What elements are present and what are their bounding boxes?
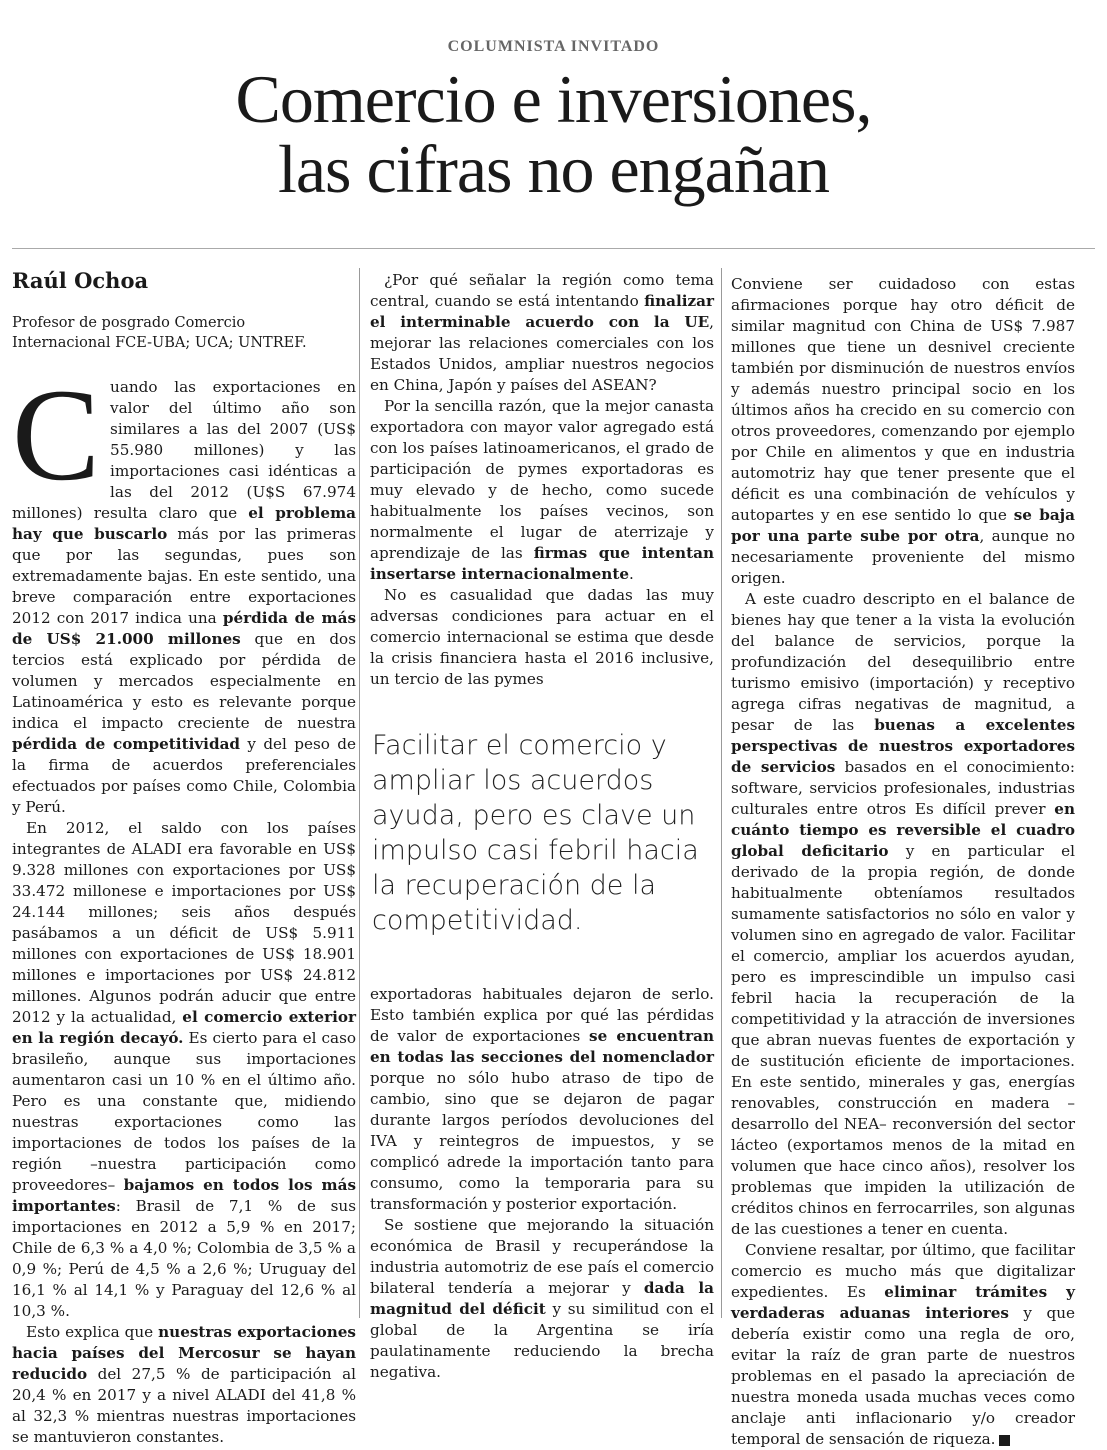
paragraph: Por la sencilla razón, que la mejor canasta exportadora con mayor valor agregado está con los países latinoamericanos, el grado de participación de pymes exportadoras es muy elevado y de hecho, como sucede habitualmente los países vecinos, son normalmente el lugar de aterrizaje y aprendizaje de las firmas que intentan insertarse internacionalmente. (370, 397, 714, 583)
paragraph: exportadoras habituales dejaron de serlo. Esto también explica por qué las pérdidas de valor de exportaciones se encuentran en todas las secciones del nomenclador porque no sólo hubo atraso de tipo de cambio, sino que se dejaron de pagar durante largos períodos devoluciones del IVA y reintegros de impuestos, y se complicó adrede la importación tanto para consumo, como la temporaria para su transformación y posterior exportación. (370, 985, 714, 1213)
column-2-top (370, 270, 714, 690)
kicker: COLUMNISTA INVITADO (447, 38, 660, 55)
end-mark-icon (999, 1435, 1010, 1446)
paragraph: Conviene ser cuidadoso con estas afirmaciones porque hay otro déficit de similar magnitud con China de US$ 7.987 millones que tiene un desnivel creciente también por disminución de nuestros envíos y además nuestro principal socio en los últimos años ha crecido en su comercio con otros proveedores, comenzando por ejemplo por Chile en alimentos y que en industria automotriz hay que tener presente que el déficit es una combinación de vehículos y autopartes y en ese sentido lo que se baja por una parte sube por otra, aunque no necesariamente proveniente del mismo origen. (731, 275, 1076, 587)
column-1 (12, 270, 356, 1448)
pull-quote: Facilitar el comercio y ampliar los acuerdos ayuda, pero es clave un impulso casi febril hacia la recuperación de la competitividad. (372, 730, 699, 936)
header-divider (12, 248, 1095, 249)
paragraph: A este cuadro descripto en el balance de bienes hay que tener a la vista la evolución del balance de servicios, porque la profundización del desequilibrio entre turismo emisivo (importación) y receptivo agrega cifras negativas de magnitud, a pesar de las buenas a excelentes perspectivas de nuestros exportadores de servicios basados en el conocimiento: software, servicios profesionales, industrias culturales entre otros Es difícil prever en cuánto tiempo es reversible el cuadro global deficitario y en particular el derivado de la propia región, de donde habitualmente obteníamos resultados sumamente satisfactorios no sólo en valor y volumen sino en agregado de valor. Facilitar el comercio, ampliar los acuerdos ayudan, pero es imprescindible un impulso casi febril hacia la recuperación de la competitividad y la atracción de inversiones que abran nuevas fuentes de exportación y de sustitución eficiente de importaciones. En este sentido, minerales y gas, energías renovables, construcción en madera –desarrollo del NEA– reconversión del sector lácteo (exportamos menos de la mitad en volumen que hace cinco años), resolver los problemas que impiden la utilización de créditos chinos en ferrocarriles, son algunas de las cuestiones a tener en cuenta. (731, 590, 1075, 1238)
author-name: Raúl Ochoa (12, 268, 149, 293)
headline-line-1: Comercio e inversiones, (235, 61, 872, 137)
paragraph: ¿Por qué señalar la región como tema central, cuando se está intentando finalizar el interminable acuerdo con la UE, mejorar las relaciones comerciales con los Estados Unidos, ampliar nuestros negocios en China, Japón y países del ASEAN? (370, 271, 714, 394)
paragraph: No es casualidad que dadas las muy adversas condiciones para actuar en el comercio internacional se estima que desde la crisis financiera hasta el 2016 inclusive, un tercio de las pymes (370, 586, 714, 688)
drop-cap: C (12, 361, 101, 508)
paragraph: Cuando las exportaciones en valor del último año son similares a las del 2007 (US$ 55.980 millones) y las importaciones casi idénticas a las del 2012 (U$S 67.974 millones) resulta claro que el problema hay que buscarlo más por las primeras que por las segundas, pues son extremadamente bajas. En este sentido, una breve comparación entre exportaciones 2012 con 2017 indica una pérdida de más de US$ 21.000 millones que en dos tercios está explicado por pérdida de volumen y mercados especialmente en Latinoamérica y esto es relevante porque indica el impacto creciente de nuestra pérdida de competitividad y del peso de la firma de acuerdos preferenciales efectuados por países como Chile, Colombia y Perú. (12, 361, 356, 816)
paragraph: Se sostiene que mejorando la situación económica de Brasil y recuperándose la industria automotriz de ese país el comercio bilateral tendería a mejorar y dada la magnitud del déficit y su similitud con el global de la Argentina se iría paulatinamente reduciendo la brecha negativa. (370, 1216, 714, 1381)
bio-line-1: Profesor de posgrado Comercio (12, 315, 246, 331)
bio-line-2: Internacional FCE-UBA; UCA; UNTREF. (12, 335, 307, 351)
headline (0, 61, 1107, 207)
paragraph: Conviene resaltar, por último, que facilitar comercio es mucho más que digitalizar expedientes. Es eliminar trámites y verdaderas aduanas interiores y que debería existir como una regla de oro, evitar la raíz de gran parte de nuestros problemas en el pasado la apreciación de nuestra moneda usada muchas veces como anclaje anti inflacionario y/o creador temporal de sensación de riqueza. (731, 1241, 1075, 1448)
column-divider-1 (359, 268, 360, 1318)
headline-line-2: las cifras no engañan (277, 131, 830, 207)
column-3 (731, 274, 1075, 1450)
paragraph: Esto explica que nuestras exportaciones hacia países del Mercosur se hayan reducido del 27,5 % de participación al 20,4 % en 2017 y a nivel ALADI del 41,8 % al 32,3 % mientras nuestras importaciones se mantuvieron constantes. (12, 1323, 356, 1446)
paragraph: En 2012, el saldo con los países integrantes de ALADI era favorable en US$ 9.328 millones con exportaciones por US$ 33.472 millonese e importaciones por US$ 24.144 millones; seis años después pasábamos a un déficit de US$ 5.911 millones con exportaciones de US$ 18.901 millones e importaciones por US$ 24.812 millones. Algunos podrán aducir que entre 2012 y la actualidad, el comercio exterior en la región decayó. Es cierto para el caso brasileño, aunque sus importaciones aumentaron casi un 10 % en el último año. Pero es una constante que, midiendo nuestras exportaciones como las importaciones de todos los países de la región –nuestra participación como proveedores– bajamos en todos los más importantes: Brasil de 7,1 % de sus importaciones en 2012 a 5,9 % en 2017; Chile de 6,3 % a 4,0 %; Colombia de 3,5 % a 0,9 %; Perú de 4,5 % a 2,6 %; Uruguay del 16,1 % al 14,1 % y Paraguay del 12,6 % al 10,3 %. (12, 819, 357, 1320)
column-2-bottom (370, 984, 714, 1383)
column-divider-2 (721, 268, 722, 1318)
author-bio (12, 313, 356, 353)
